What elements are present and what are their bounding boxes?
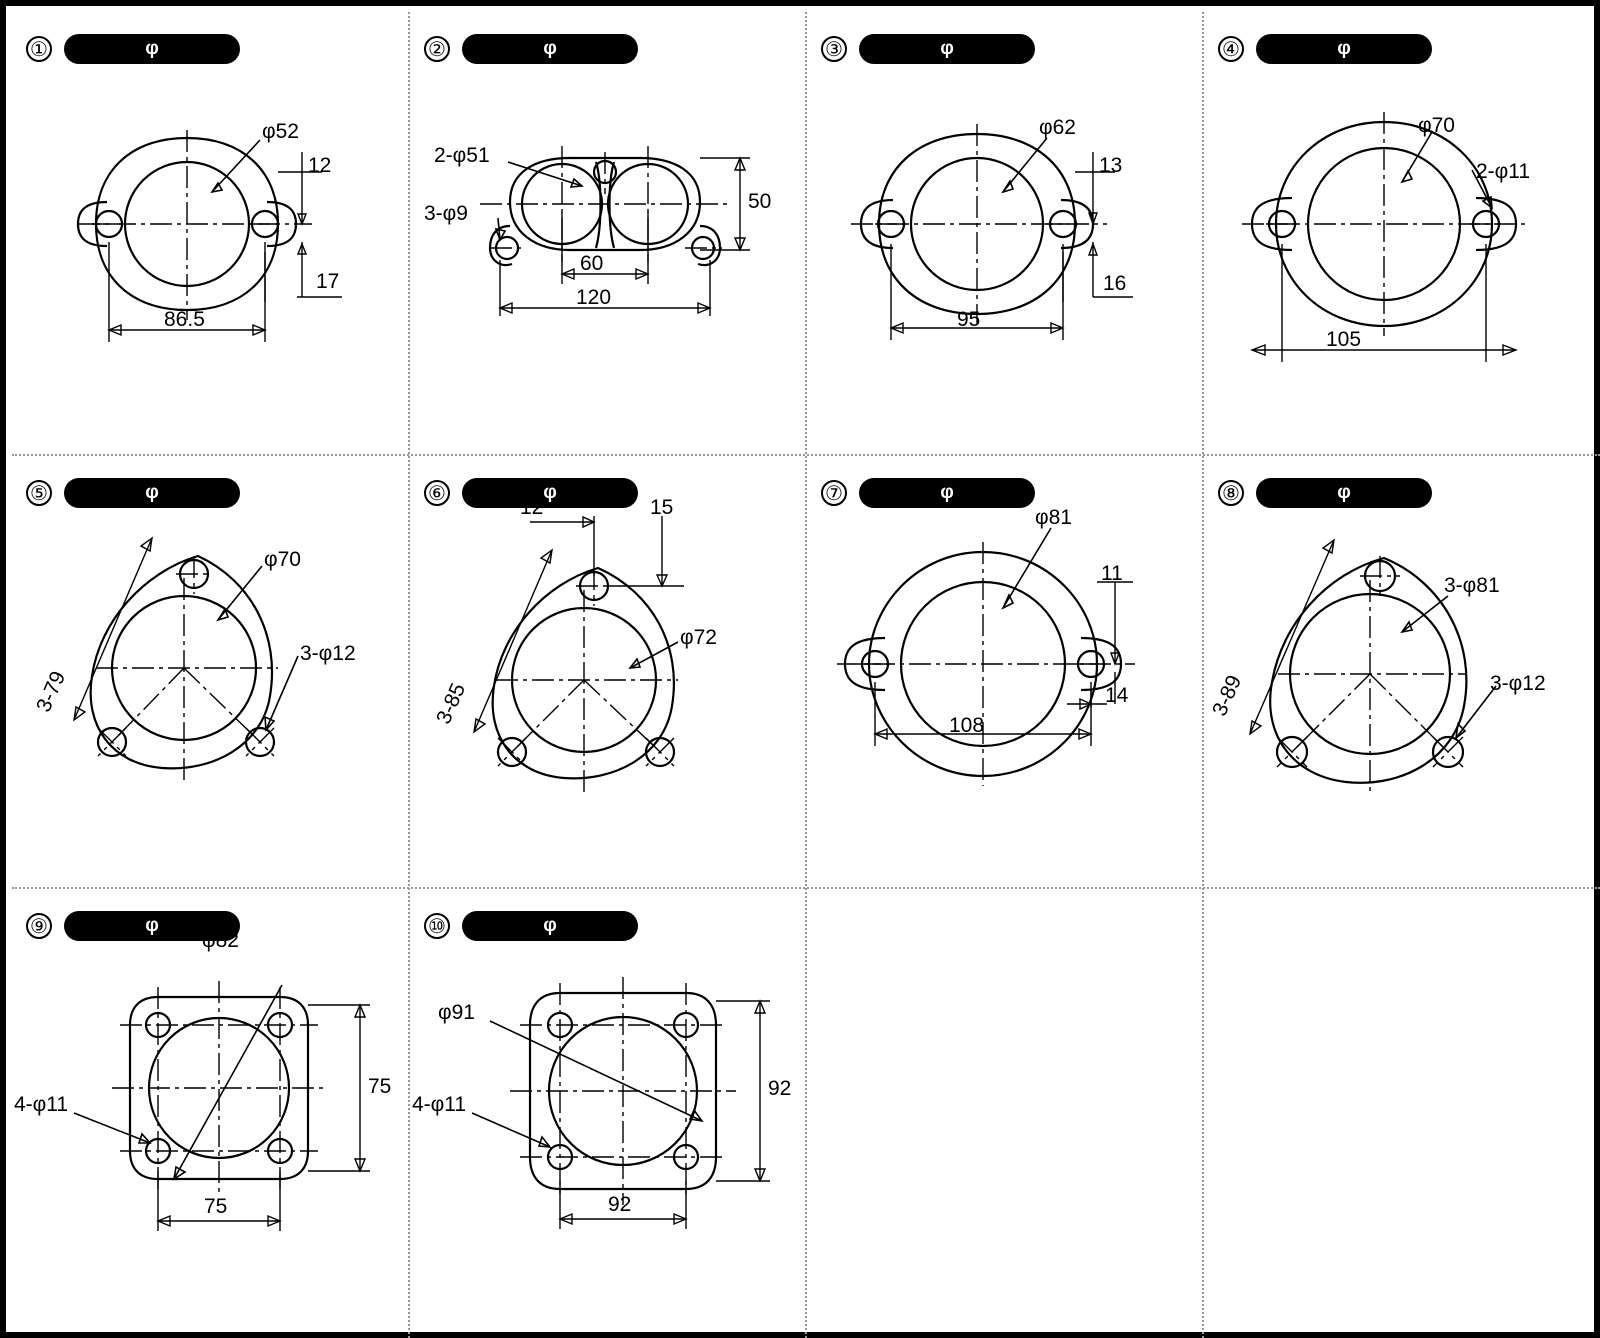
panel-10 xyxy=(410,889,806,1338)
panel-1 xyxy=(12,12,408,454)
dim-label: φ70 xyxy=(1418,114,1455,137)
drawing-3 xyxy=(807,12,1203,454)
dim-label: 105 xyxy=(1326,328,1362,351)
panel-8 xyxy=(1204,456,1600,887)
panel-3 xyxy=(807,12,1203,454)
drawing-2 xyxy=(410,12,806,454)
drawing-6 xyxy=(410,456,806,887)
panel-index-8: ⑧ xyxy=(1218,480,1244,506)
drawing-5 xyxy=(12,456,408,887)
drawing-9 xyxy=(12,889,408,1338)
dim-label: 108 xyxy=(949,714,985,737)
panel-empty-1 xyxy=(807,889,1203,1338)
dim-label: 3-φ81 xyxy=(1444,574,1500,597)
dim-label: 50 xyxy=(748,190,772,213)
panel-index-1: ① xyxy=(26,36,52,62)
panel-title-2: φ xyxy=(462,34,638,64)
drawing-7 xyxy=(807,456,1203,887)
dim-label: 120 xyxy=(576,286,612,309)
dim-label: 4-φ11 xyxy=(412,1093,467,1116)
dim-label: 3-89 xyxy=(1208,671,1247,720)
dim-label: 3-φ12 xyxy=(1490,672,1546,695)
dim-label: φ62 xyxy=(1039,116,1076,139)
dim-label: 3-79 xyxy=(32,667,71,716)
panel-index-5: ⑤ xyxy=(26,480,52,506)
panel-title-5: φ xyxy=(64,478,240,508)
dim-label: φ72 xyxy=(680,626,717,649)
dim-label: 95 xyxy=(957,308,981,331)
panel-title-10: φ xyxy=(462,911,638,941)
dim-label: 75 xyxy=(368,1075,392,1098)
panel-5 xyxy=(12,456,408,887)
panel-6 xyxy=(410,456,806,887)
panel-2 xyxy=(410,12,806,454)
dim-label: 12 xyxy=(308,154,332,177)
dim-label: φ52 xyxy=(262,120,299,143)
dim-label: 86.5 xyxy=(164,308,205,331)
drawing-4 xyxy=(1204,12,1600,454)
dim-label: 60 xyxy=(580,252,604,275)
dim-label: 14 xyxy=(1105,684,1129,707)
panel-index-7: ⑦ xyxy=(821,480,847,506)
panel-title-7: φ xyxy=(859,478,1035,508)
dim-label: 2-φ51 xyxy=(434,144,490,167)
dim-label: 16 xyxy=(1103,272,1127,295)
dim-label: 75 xyxy=(204,1195,228,1218)
dim-label: 13 xyxy=(1099,154,1123,177)
panel-title-4: φ xyxy=(1256,34,1432,64)
dim-label: 3-φ12 xyxy=(300,642,356,665)
dim-label: 11 xyxy=(1101,562,1123,585)
panel-title-8: φ xyxy=(1256,478,1432,508)
panel-grid xyxy=(12,12,1600,1338)
panel-title-6: φ xyxy=(462,478,638,508)
panel-empty-2 xyxy=(1204,889,1600,1338)
dim-label: 2-φ11 xyxy=(1476,160,1531,183)
dim-label: 3-φ9 xyxy=(424,202,468,225)
dim-label: 4-φ11 xyxy=(14,1093,69,1116)
dim-label: φ82 xyxy=(202,929,239,952)
dim-label: 15 xyxy=(650,496,674,519)
drawing-1 xyxy=(12,12,408,454)
dim-label: 92 xyxy=(768,1077,792,1100)
panel-4 xyxy=(1204,12,1600,454)
dim-label: 3-85 xyxy=(432,679,471,728)
panel-title-1: φ xyxy=(64,34,240,64)
dim-label: 92 xyxy=(608,1193,632,1216)
dim-label: φ91 xyxy=(438,1001,475,1024)
panel-title-9: φ xyxy=(64,911,240,941)
panel-title-3: φ xyxy=(859,34,1035,64)
panel-index-6: ⑥ xyxy=(424,480,450,506)
panel-index-4: ④ xyxy=(1218,36,1244,62)
panel-index-9: ⑨ xyxy=(26,913,52,939)
panel-index-2: ② xyxy=(424,36,450,62)
dim-label: φ70 xyxy=(264,548,301,571)
panel-9 xyxy=(12,889,408,1338)
dim-label: 12 xyxy=(520,496,544,519)
drawing-10 xyxy=(410,889,806,1338)
dim-label: 17 xyxy=(316,270,340,293)
panel-index-10: ⑩ xyxy=(424,913,450,939)
panel-index-3: ③ xyxy=(821,36,847,62)
panel-7 xyxy=(807,456,1203,887)
dim-label: φ81 xyxy=(1035,506,1072,529)
